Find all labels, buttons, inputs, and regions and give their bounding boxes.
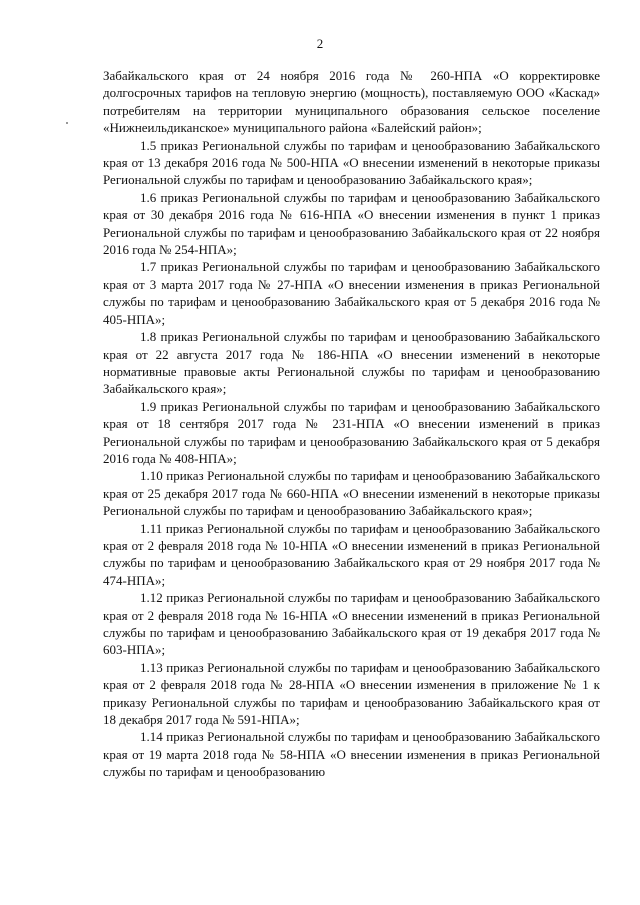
paragraph-continuation: Забайкальского края от 24 ноября 2016 года № 260-НПА «О корректировке долгосрочных тарифов на тепловую энергию (мощность), поставляемую ООО «Каскад» потребителям на территории муниципального образования сельское поселение «Нижнеильдиканское» муниципального района «Балейский район»; <box>103 68 600 136</box>
page-number: 2 <box>316 36 324 51</box>
paragraph-item-1-7: 1.7 приказ Региональной службы по тарифам и ценообразованию Забайкальского края от 3 марта 2017 года № 27-НПА «О внесении изменения в приказ Региональной службы по тарифам и ценообразованию Забайкальского края от 5 декабря 2016 года № 405-НПА»; <box>103 259 600 327</box>
paragraph-item-1-5: 1.5 приказ Региональной службы по тарифам и ценообразованию Забайкальского края от 13 декабря 2016 года № 500-НПА «О внесении изменений в некоторые приказы Региональной службы по тарифам и ценообразованию Забайкальского края»; <box>103 137 600 188</box>
margin-mark <box>66 122 68 124</box>
document-body <box>103 67 600 781</box>
paragraph-item-1-14: 1.14 приказ Региональной службы по тарифам и ценообразованию Забайкальского края от 19 марта 2018 года № 58-НПА «О внесении изменения в приказ Региональной службы по тарифам и ценообразованию <box>103 729 600 780</box>
paragraph-item-1-12: 1.12 приказ Региональной службы по тарифам и ценообразованию Забайкальского края от 2 февраля 2018 года № 16-НПА «О внесении изменений в приказ Региональной службы по тарифам и ценообразованию Забайкальского края от 19 декабря 2017 года № 603-НПА»; <box>103 590 600 658</box>
paragraph-item-1-9: 1.9 приказ Региональной службы по тарифам и ценообразованию Забайкальского края от 18 сентября 2017 года № 231-НПА «О внесении изменений в приказ Региональной службы по тарифам и ценообразованию Забайкальского края от 5 декабря 2016 года № 408-НПА»; <box>103 398 600 466</box>
paragraph-item-1-11: 1.11 приказ Региональной службы по тарифам и ценообразованию Забайкальского края от 2 февраля 2018 года № 10-НПА «О внесении изменений в приказ Региональной службы по тарифам и ценообразованию Забайкальского края от 29 ноября 2017 года № 474-НПА»; <box>103 520 600 588</box>
paragraph-item-1-13: 1.13 приказ Региональной службы по тарифам и ценообразованию Забайкальского края от 2 февраля 2018 года № 28-НПА «О внесении изменения в приложение № 1 к приказу Региональной службы по тарифам и ценообразованию Забайкальского края от 18 декабря 2017 года № 591-НПА»; <box>103 659 600 728</box>
paragraph-item-1-6: 1.6 приказ Региональной службы по тарифам и ценообразованию Забайкальского края от 30 декабря 2016 года № 616-НПА «О внесении изменения в пункт 1 приказ Региональной службы по тарифам и ценообразованию Забайкальского края от 22 ноября 2016 года № 254-НПА»; <box>103 189 600 258</box>
paragraph-item-1-8: 1.8 приказ Региональной службы по тарифам и ценообразованию Забайкальского края от 22 августа 2017 года № 186-НПА «О внесении изменений в некоторые нормативные правовые акты Региональной службы по тарифам и ценообразованию Забайкальского края»; <box>103 329 600 397</box>
paragraph-item-1-10: 1.10 приказ Региональной службы по тарифам и ценообразованию Забайкальского края от 25 декабря 2017 года № 660-НПА «О внесении изменений в некоторые приказы Региональной службы по тарифам и ценообразованию Забайкальского края»; <box>103 468 600 519</box>
